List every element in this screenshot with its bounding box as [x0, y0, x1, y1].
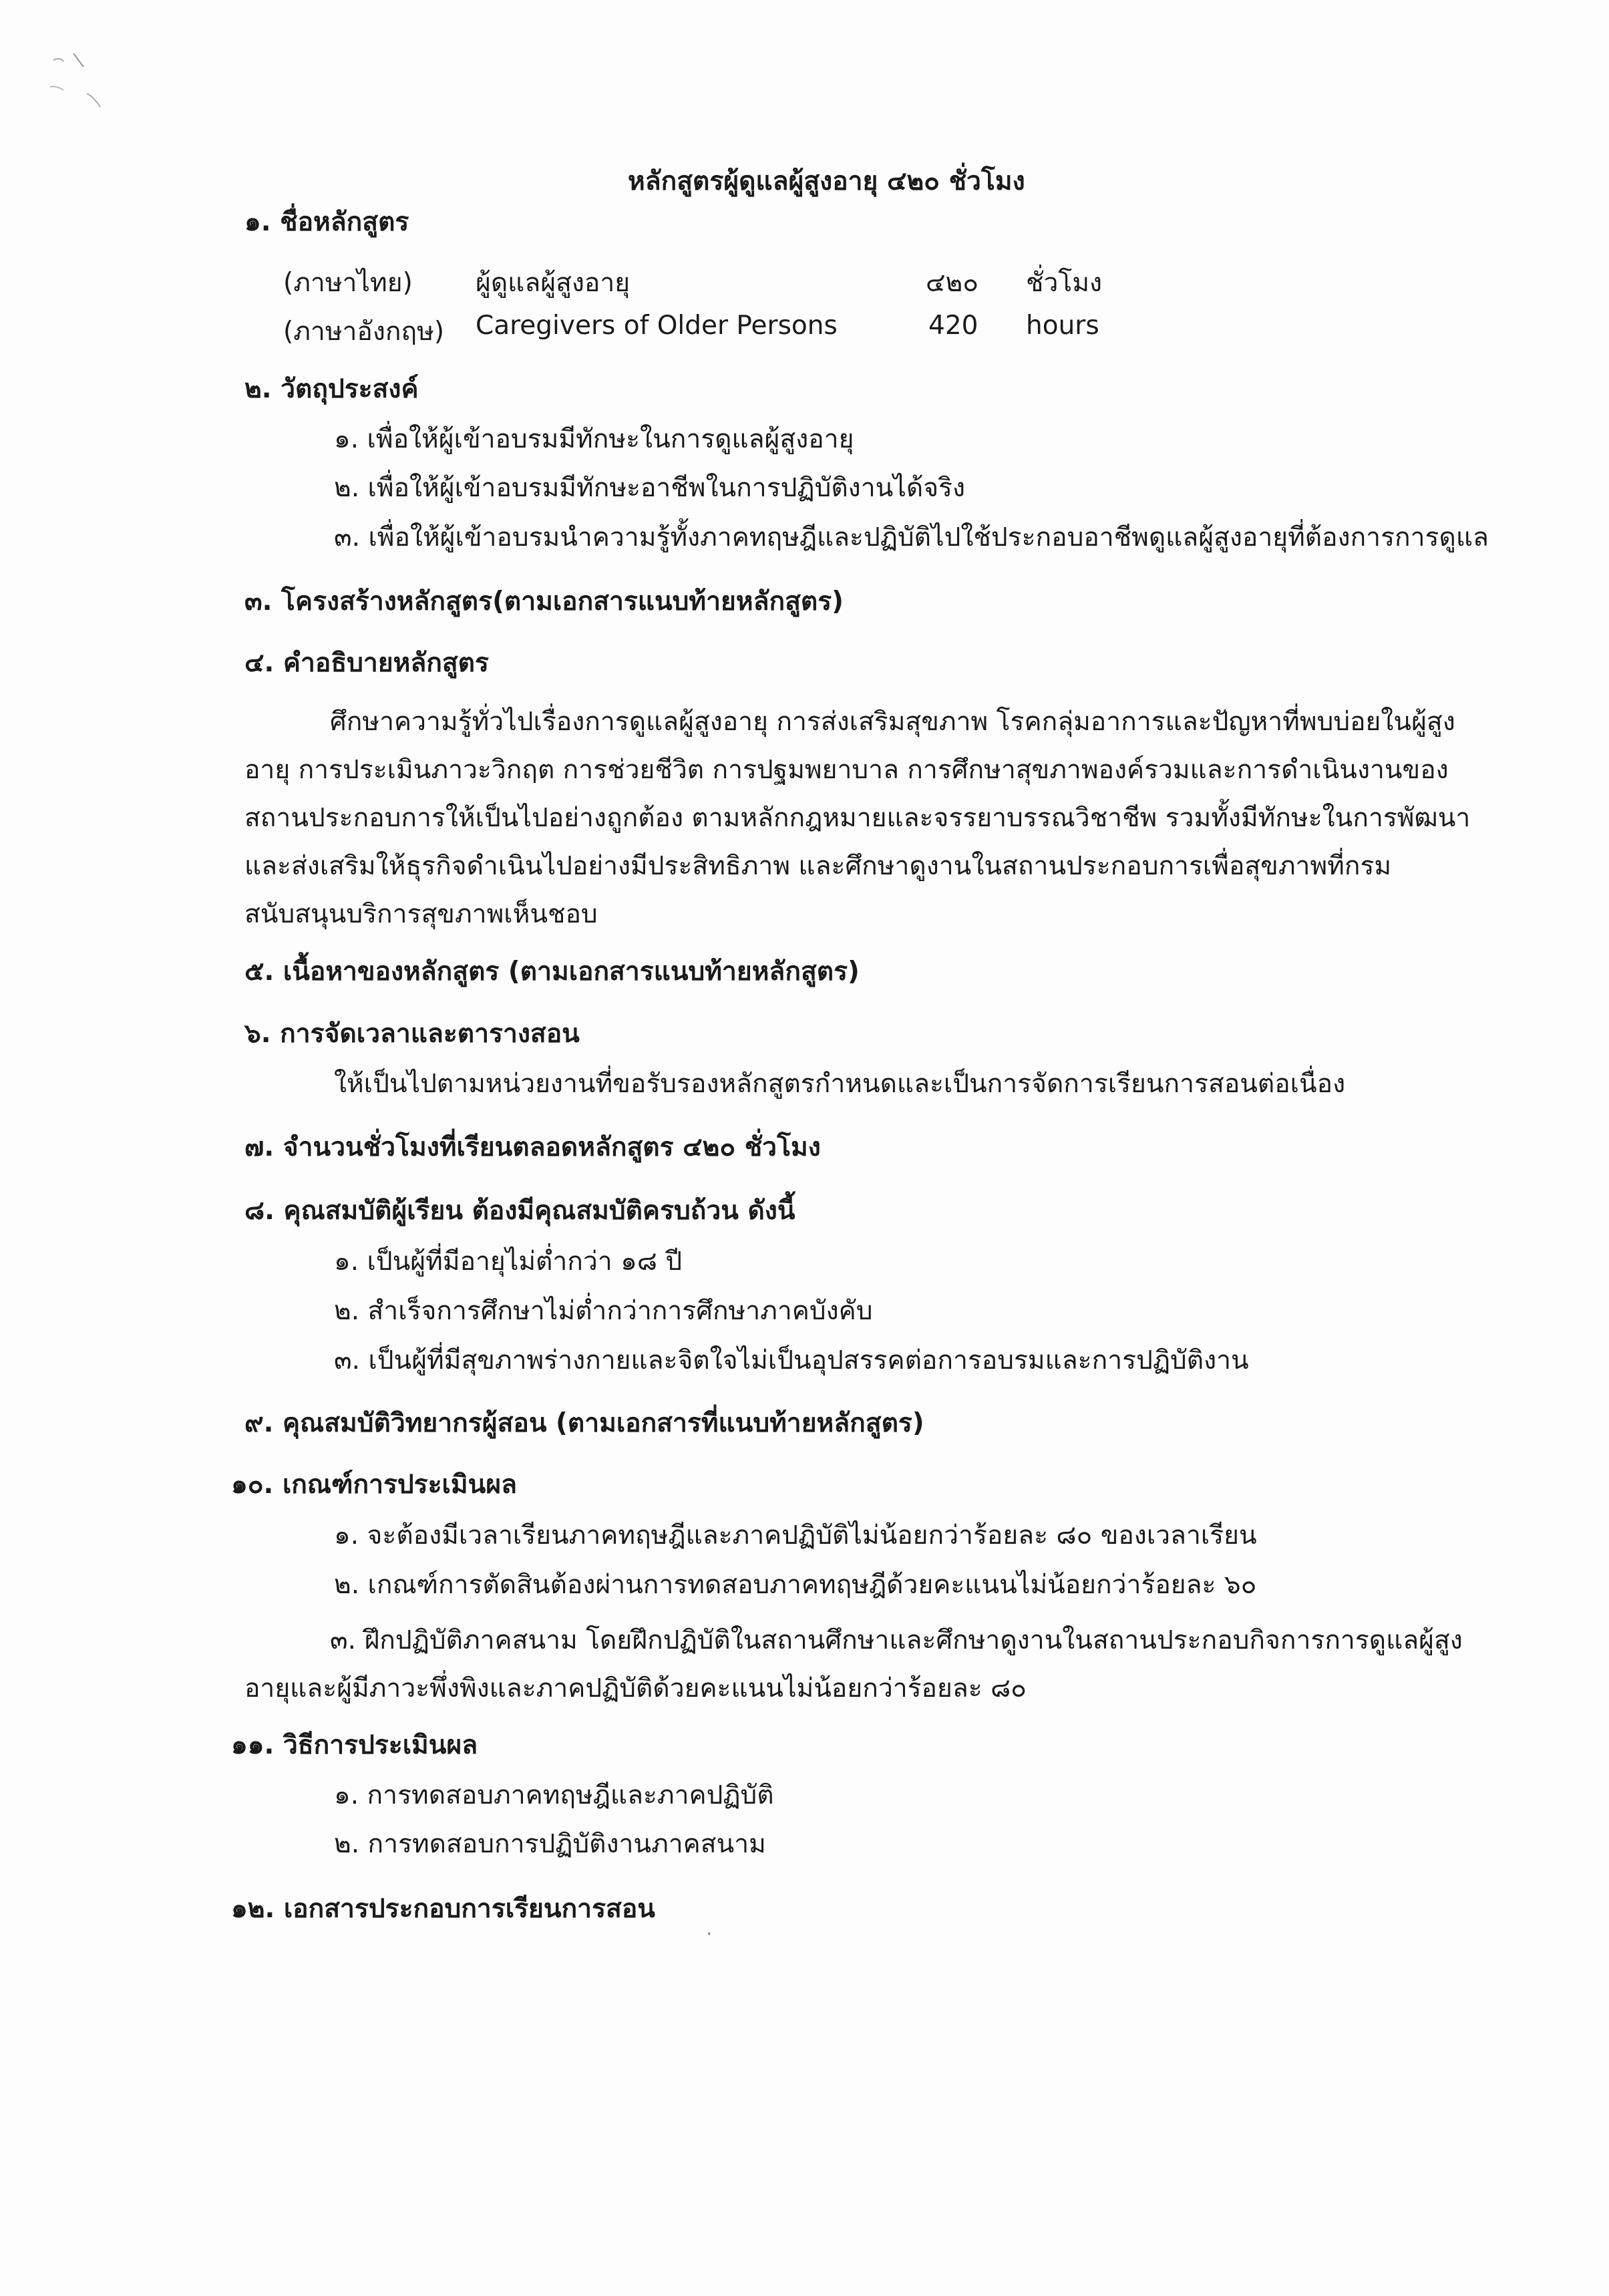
eng-course-name: Caregivers of Older Persons: [476, 311, 838, 341]
thai-hours: ๔๒๐: [926, 268, 979, 298]
qualification-item: ๒. สำเร็จการศึกษาไม่ต่ำกว่าการศึกษาภาคบังคับ: [334, 1296, 873, 1326]
thai-lang-label: (ภาษาไทย): [283, 268, 413, 298]
evaluation-criterion-field: ๓. ฝึกปฏิบัติภาคสนาม โดยฝึกปฏิบัติในสถานศึกษาและศึกษาดูงานในสถานประกอบกิจการการดูแลผู้สูงอายุและผู้มีภาวะพึ่งพิงและภาคปฏิบัติด้วยคะแนนไม่น้อยกว่าร้อยละ ๘๐: [244, 1625, 1463, 1703]
scan-speck: ·: [706, 1923, 713, 1946]
thai-course-name: ผู้ดูแลผู้สูงอายุ: [476, 268, 631, 298]
document-title: หลักสูตรผู้ดูแลผู้สูงอายุ ๔๒๐ ชั่วโมง: [628, 166, 1025, 196]
qualification-item: ๑. เป็นผู้ที่มีอายุไม่ต่ำกว่า ๑๘ ปี: [334, 1247, 683, 1277]
objective-item: ๒. เพื่อให้ผู้เข้าอบรมมีทักษะอาชีพในการปฏิบัติงานได้จริง: [334, 473, 966, 503]
section-7-heading: ๗. จำนวนชั่วโมงที่เรียนตลอดหลักสูตร ๔๒๐ ชั่วโมง: [244, 1132, 821, 1162]
schedule-description: ให้เป็นไปตามหน่วยงานที่ขอรับรองหลักสูตรกำหนดและเป็นการจัดการเรียนการสอนต่อเนื่อง: [334, 1069, 1346, 1099]
evaluation-criterion: ๑. จะต้องมีเวลาเรียนภาคทฤษฎีและภาคปฏิบัติไม่น้อยกว่าร้อยละ ๘๐ ของเวลาเรียน: [334, 1520, 1257, 1550]
section-8-heading: ๘. คุณสมบัติผู้เรียน ต้องมีคุณสมบัติครบถ้วน ดังนี้: [244, 1196, 795, 1226]
evaluation-method: ๑. การทดสอบภาคทฤษฎีและภาคปฏิบัติ: [334, 1780, 774, 1810]
eng-hours-unit: hours: [1026, 311, 1099, 341]
section-4-heading: ๔. คำอธิบายหลักสูตร: [244, 648, 489, 678]
section-5-heading: ๕. เนื้อหาของหลักสูตร (ตามเอกสารแนบท้ายหลักสูตร): [244, 957, 860, 987]
section-3-heading: ๓. โครงสร้างหลักสูตร(ตามเอกสารแนบท้ายหลักสูตร): [244, 587, 844, 617]
objective-item: ๑. เพื่อให้ผู้เข้าอบรมมีทักษะในการดูแลผู้สูงอายุ: [334, 424, 854, 454]
section-6-heading: ๖. การจัดเวลาและตารางสอน: [244, 1019, 580, 1049]
qualification-item: ๓. เป็นผู้ที่มีสุขภาพร่างกายและจิตใจไม่เป็นอุปสรรคต่อการอบรมและการปฏิบัติงาน: [334, 1345, 1249, 1375]
section-11-heading: ๑๑. วิธีการประเมินผล: [231, 1730, 478, 1760]
section-10-heading: ๑๐. เกณฑ์การประเมินผล: [231, 1470, 518, 1500]
objective-item: ๓. เพื่อให้ผู้เข้าอบรมนำความรู้ทั้งภาคทฤษฎีและปฏิบัติไปใช้ประกอบอาชีพดูแลผู้สูงอายุที่ต้องการการดูแล: [334, 522, 1489, 552]
section-9-heading: ๙. คุณสมบัติวิทยากรผู้สอน (ตามเอกสารที่แนบท้ายหลักสูตร): [244, 1408, 924, 1438]
scan-mark-icon: [47, 47, 127, 120]
section-1-heading: ๑. ชื่อหลักสูตร: [244, 207, 409, 237]
section-2-heading: ๒. วัตถุประสงค์: [244, 374, 419, 404]
evaluation-method: ๒. การทดสอบการปฏิบัติงานภาคสนาม: [334, 1829, 766, 1859]
course-description: ศึกษาความรู้ทั่วไปเรื่องการดูแลผู้สูงอายุ การส่งเสริมสุขภาพ โรคกลุ่มอาการและปัญหาที่พบบ่อยในผู้สูงอายุ การประเมินภาวะวิกฤต การช่วยชีวิต การปฐมพยาบาล การศึกษาสุขภาพองค์รวมและการดำเนินงานของสถานประกอบการให้เป็นไปอย่างถูกต้อง ตามหลักกฎหมายและจรรยาบรรณวิชาชีพ รวมทั้งมีทักษะในการพัฒนาและส่งเสริมให้ธุรกิจดำเนินไปอย่างมีประสิทธิภาพ และศึกษาดูงานในสถานประกอบการเพื่อสุขภาพที่กรมสนับสนุนบริการสุขภาพเห็นชอบ: [244, 707, 1471, 929]
eng-hours: 420: [928, 311, 978, 341]
eng-lang-label: (ภาษาอังกฤษ): [283, 317, 445, 347]
thai-hours-unit: ชั่วโมง: [1026, 268, 1103, 298]
section-12-heading: ๑๒. เอกสารประกอบการเรียนการสอน: [231, 1894, 655, 1924]
evaluation-criterion: ๒. เกณฑ์การตัดสินต้องผ่านการทดสอบภาคทฤษฎีด้วยคะแนนไม่น้อยกว่าร้อยละ ๖๐: [334, 1570, 1257, 1600]
